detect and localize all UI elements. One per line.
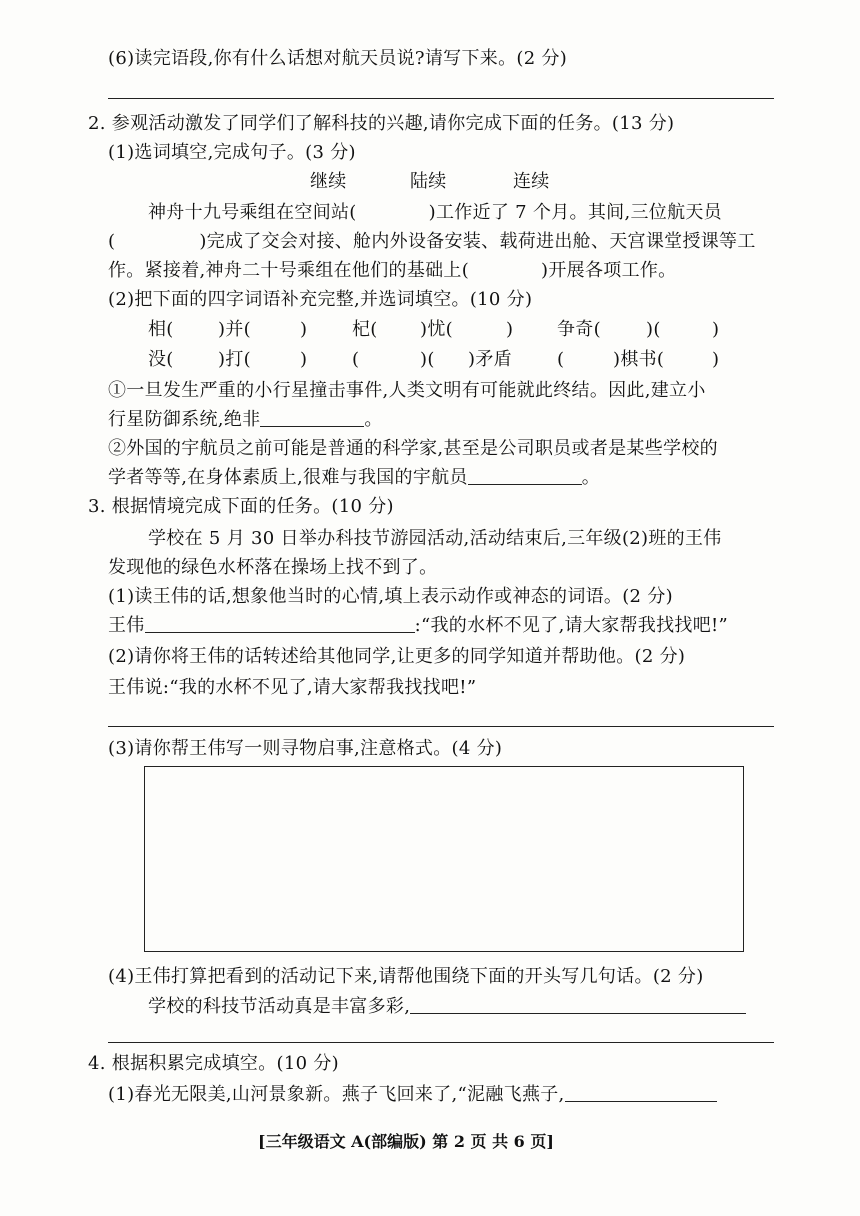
text-segment: )开展各项工作。 — [541, 260, 677, 281]
q2-sentence-1-b — [108, 408, 383, 432]
fill-blank[interactable] — [468, 466, 582, 485]
idiom-fragment: )打( — [218, 349, 251, 370]
idiom-fragment: ) — [712, 319, 720, 340]
idiom-fragment: )( — [646, 319, 661, 340]
writing-box[interactable] — [144, 766, 744, 952]
word-option-1: 继续 — [310, 171, 347, 192]
q2-para-line-b — [108, 230, 756, 254]
q1-sub6: (6)读完语段,你有什么话想对航天员说?请写下来。(2 分) — [108, 48, 568, 69]
idiom-fragment: )并( — [218, 319, 251, 340]
text-segment: )工作近了 7 个月。其间,三位航天员 — [428, 202, 722, 223]
q3-intro-b: 发现他的绿色水杯落在操场上找不到了。 — [108, 557, 438, 578]
q3-sub1: (1)读王伟的话,想象他当时的心情,填上表示动作或神态的词语。(2 分) — [108, 586, 673, 607]
fill-blank[interactable] — [145, 614, 415, 633]
q2-para-line-a — [148, 201, 722, 225]
word-option-3: 连续 — [513, 171, 550, 192]
idiom-fragment: ) — [300, 319, 308, 340]
text-segment: 王伟 — [108, 615, 145, 636]
fill-blank[interactable] — [565, 1083, 717, 1102]
idiom-fragment: )忧( — [420, 319, 453, 340]
q3-intro-a: 学校在 5 月 30 日举办科技节游园活动,活动结束后,三年级(2)班的王伟 — [148, 528, 722, 549]
text-segment: 学校的科技节活动真是丰富多彩, — [148, 996, 411, 1017]
q3-sub1-line — [108, 614, 728, 638]
q3-sub3: (3)请你帮王伟写一则寻物启事,注意格式。(4 分) — [108, 738, 503, 759]
text-segment: 。 — [581, 467, 601, 488]
q4-title: 4. 根据积累完成填空。(10 分) — [88, 1053, 339, 1074]
page-footer: [三年级语文 A(部编版) 第 2 页 共 6 页] — [258, 1132, 554, 1151]
idiom-fragment: ) — [300, 349, 308, 370]
q3-sub2-quote: 王伟说:“我的水杯不见了,请大家帮我找找吧!” — [108, 677, 477, 698]
text-segment: 。 — [364, 409, 383, 430]
text-segment: 行星防御系统,绝非 — [108, 409, 261, 430]
idiom-fragment: ( — [352, 349, 360, 370]
q2-sentence-2-b — [108, 466, 600, 490]
idiom-fragment: 杞( — [352, 319, 378, 340]
text-segment: (1)春光无限美,山河景象新。燕子飞回来了,“泥融飞燕子, — [108, 1084, 565, 1105]
answer-line[interactable] — [108, 98, 774, 99]
fill-blank[interactable] — [410, 995, 746, 1014]
q2-sub2: (2)把下面的四字词语补充完整,并选词填空。(10 分) — [108, 289, 533, 310]
text-segment: 神舟十九号乘组在空间站( — [148, 202, 357, 223]
text-segment: )完成了交会对接、舱内外设备安装、载荷进出舱、天宫课堂授课等工 — [199, 231, 756, 252]
idiom-fragment: 相( — [148, 319, 174, 340]
q2-para-line-c — [108, 259, 676, 283]
idiom-fragment: )( — [420, 349, 435, 370]
idiom-fragment: )棋书( — [613, 349, 665, 370]
idiom-fragment: ) — [712, 349, 720, 370]
idiom-fragment: )矛盾 — [468, 349, 512, 370]
q3-sub4-line — [148, 995, 746, 1019]
answer-line[interactable] — [108, 1042, 774, 1043]
q4-sub1-line — [108, 1083, 717, 1107]
q2-sentence-1-a: ①一旦发生严重的小行星撞击事件,人类文明有可能就此终结。因此,建立小 — [108, 380, 706, 401]
text-segment: :“我的水杯不见了,请大家帮我找找吧!” — [414, 615, 729, 636]
idiom-fragment: 没( — [148, 349, 174, 370]
idiom-fragment: 争奇( — [557, 319, 601, 340]
q3-sub4: (4)王伟打算把看到的活动记下来,请帮他围绕下面的开头写几句话。(2 分) — [108, 966, 704, 987]
text-segment: ( — [108, 231, 116, 252]
q2-sub1: (1)选词填空,完成句子。(3 分) — [108, 142, 356, 163]
q2-title: 2. 参观活动激发了同学们了解科技的兴趣,请你完成下面的任务。(13 分) — [88, 113, 675, 134]
q3-sub2: (2)请你将王伟的话转述给其他同学,让更多的同学知道并帮助他。(2 分) — [108, 646, 686, 667]
idiom-fragment: ( — [557, 349, 565, 370]
q3-title: 3. 根据情境完成下面的任务。(10 分) — [88, 496, 394, 517]
fill-blank[interactable] — [260, 408, 364, 427]
word-option-2: 陆续 — [410, 171, 447, 192]
text-segment: 作。紧接着,神舟二十号乘组在他们的基础上( — [108, 260, 470, 281]
answer-line[interactable] — [108, 726, 774, 727]
q2-sentence-2-a: ②外国的宇航员之前可能是普通的科学家,甚至是公司职员或者是某些学校的 — [108, 438, 718, 459]
text-segment: 学者等等,在身体素质上,很难与我国的宇航员 — [108, 467, 468, 488]
idiom-fragment: ) — [506, 319, 514, 340]
